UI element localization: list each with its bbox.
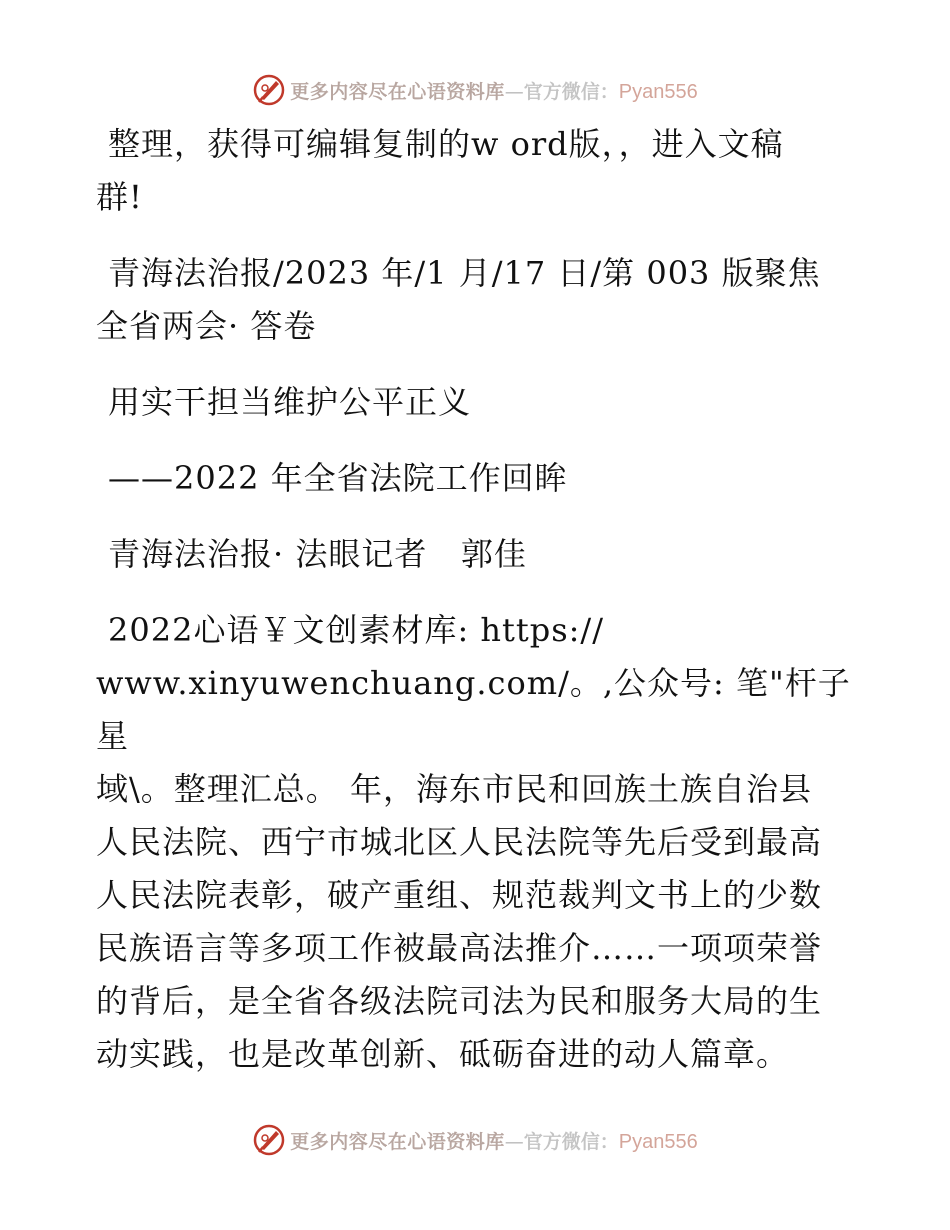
body-line: 2022心语￥文创素材库: https:// xyxy=(108,611,604,649)
intro-line-2: 群! xyxy=(96,178,143,216)
article-subtitle-text: ——2022 年全省法院工作回眸 xyxy=(108,459,568,497)
source-line-2: 全省两会· 答卷 xyxy=(96,307,317,345)
banner-wechat-id: Pyan556 xyxy=(618,80,698,103)
banner-main-text: 更多内容尽在心语资料库 xyxy=(290,80,505,103)
body-line: 动实践，也是改革创新、砥砺奋进的动人篇章。 xyxy=(96,1035,790,1073)
banner-official-label: 官方微信： xyxy=(523,1130,619,1153)
document-body xyxy=(96,118,856,1081)
intro-line-1: 整理，获得可编辑复制的w ord版，，进入文稿 xyxy=(108,125,784,163)
article-subtitle xyxy=(96,452,856,505)
body-line: 的背后，是全省各级法院司法为民和服务大局的生 xyxy=(96,982,823,1020)
banner-wechat-id: Pyan556 xyxy=(618,1130,698,1153)
byline xyxy=(96,528,856,581)
banner-separator: — xyxy=(504,1130,524,1153)
body-paragraph xyxy=(96,604,856,1081)
quill-seal-icon xyxy=(252,73,286,107)
article-title xyxy=(96,376,856,429)
banner-text xyxy=(290,1127,698,1154)
article-title-text: 用实干担当维护公平正义 xyxy=(108,383,472,421)
body-line: 人民法院、西宁市城北区人民法院等先后受到最高 xyxy=(96,823,823,861)
banner-separator: — xyxy=(504,80,524,103)
body-line: www.xinyuwenchuang.com/。,公众号: 笔"杆子星 xyxy=(96,664,851,755)
banner-main-text: 更多内容尽在心语资料库 xyxy=(290,1130,505,1153)
body-line: 人民法院表彰，破产重组、规范裁判文书上的少数 xyxy=(96,876,823,914)
header-banner xyxy=(0,68,950,112)
banner-official-label: 官方微信： xyxy=(523,80,619,103)
intro-paragraph xyxy=(96,118,856,224)
body-line: 域\。整理汇总。 年，海东市民和回族土族自治县 xyxy=(96,770,812,808)
byline-text: 青海法治报· 法眼记者 郭佳 xyxy=(108,535,527,573)
source-line-1: 青海法治报/2023 年/1 月/17 日/第 003 版聚焦 xyxy=(108,254,821,292)
quill-seal-icon xyxy=(252,1123,286,1157)
body-line: 民族语言等多项工作被最高法推介……一项项荣誉 xyxy=(96,929,823,967)
source-paragraph xyxy=(96,247,856,353)
footer-banner xyxy=(0,1118,950,1162)
banner-text xyxy=(290,77,698,104)
